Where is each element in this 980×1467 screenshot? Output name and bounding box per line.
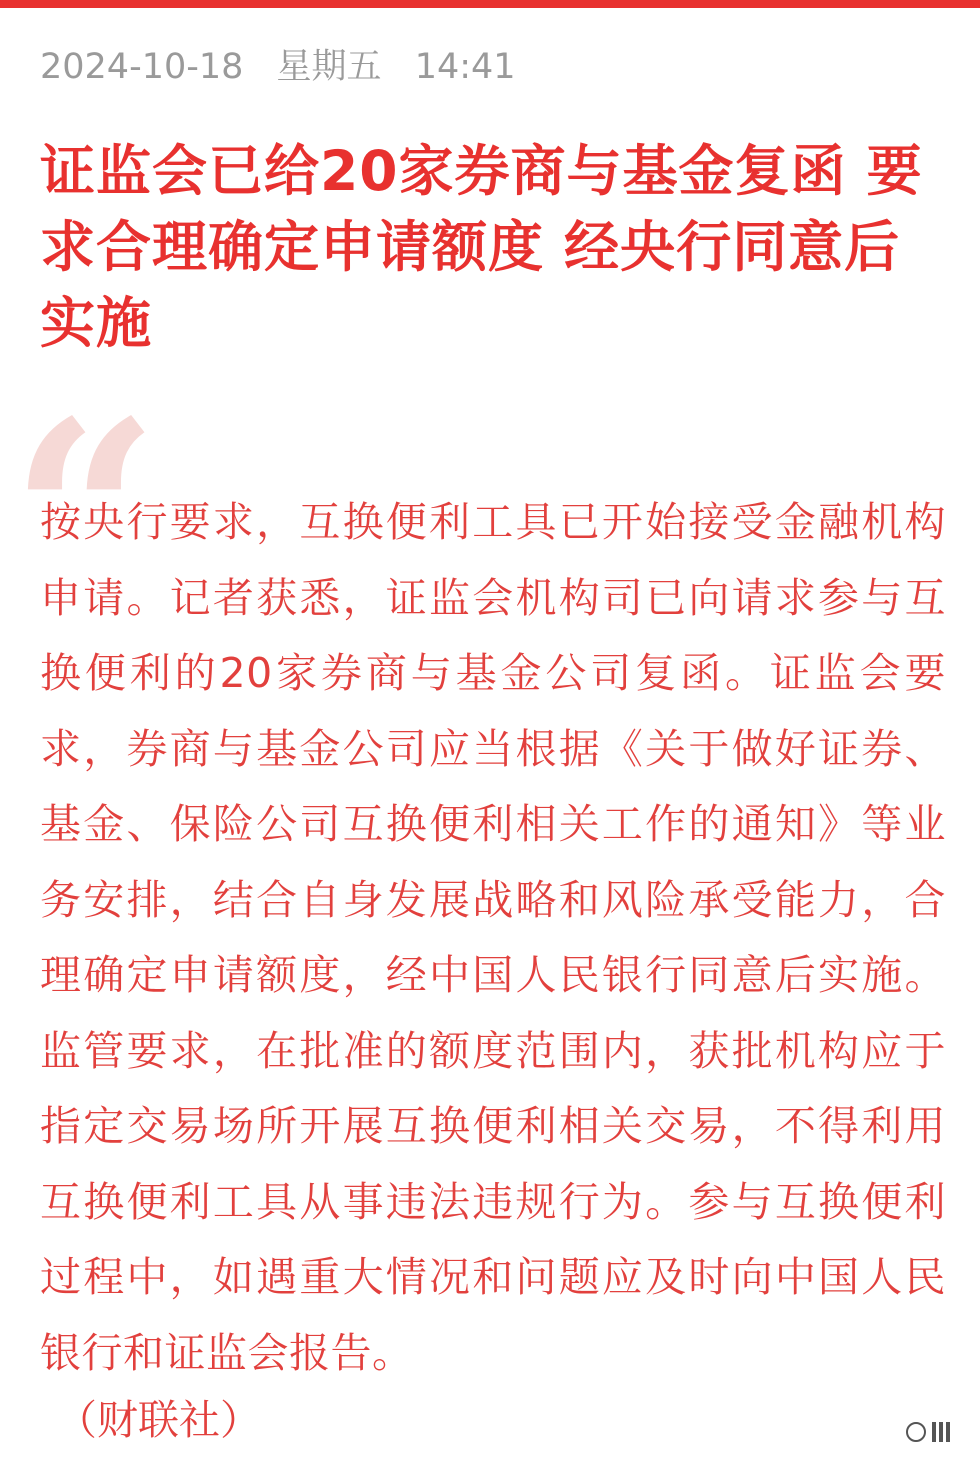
article-body: 按央行要求，互换便利工具已开始接受金融机构申请。记者获悉，证监会机构司已向请求参与互换便利的20家券商与基金公司复函。证监会要求，券商与基金公司应当根据《关于做好证券、基金、保险公司互换便利相关工作的通知》等业务安排，结合自身发展战略和风险承受能力，合理确定申请额度，经中国人民银行同意后实施。监管要求，在批准的额度范围内，获批机构应于指定交易场所开展互换便利相关交易，不得利用互换便利工具从事违法违规行为。参与互换便利过程中，如遇重大情况和问题应及时向中国人民银行和证监会报告。	[40, 498, 946, 1377]
publish-weekday: 星期五	[276, 47, 382, 87]
article-source: （财联社）	[56, 1396, 261, 1444]
open-quote-icon: “	[10, 365, 160, 670]
watermark-bars-icon	[932, 1422, 950, 1442]
article-headline: 证监会已给20家券商与基金复函 要求合理确定申请额度 经央行同意后实施	[40, 139, 923, 355]
watermark-circle-icon	[906, 1422, 926, 1442]
watermark-logo	[898, 1419, 958, 1445]
publish-date: 2024-10-18	[40, 47, 244, 87]
top-accent-bar	[0, 0, 980, 8]
publish-time: 14:41	[414, 47, 516, 87]
publish-datetime	[40, 44, 538, 90]
